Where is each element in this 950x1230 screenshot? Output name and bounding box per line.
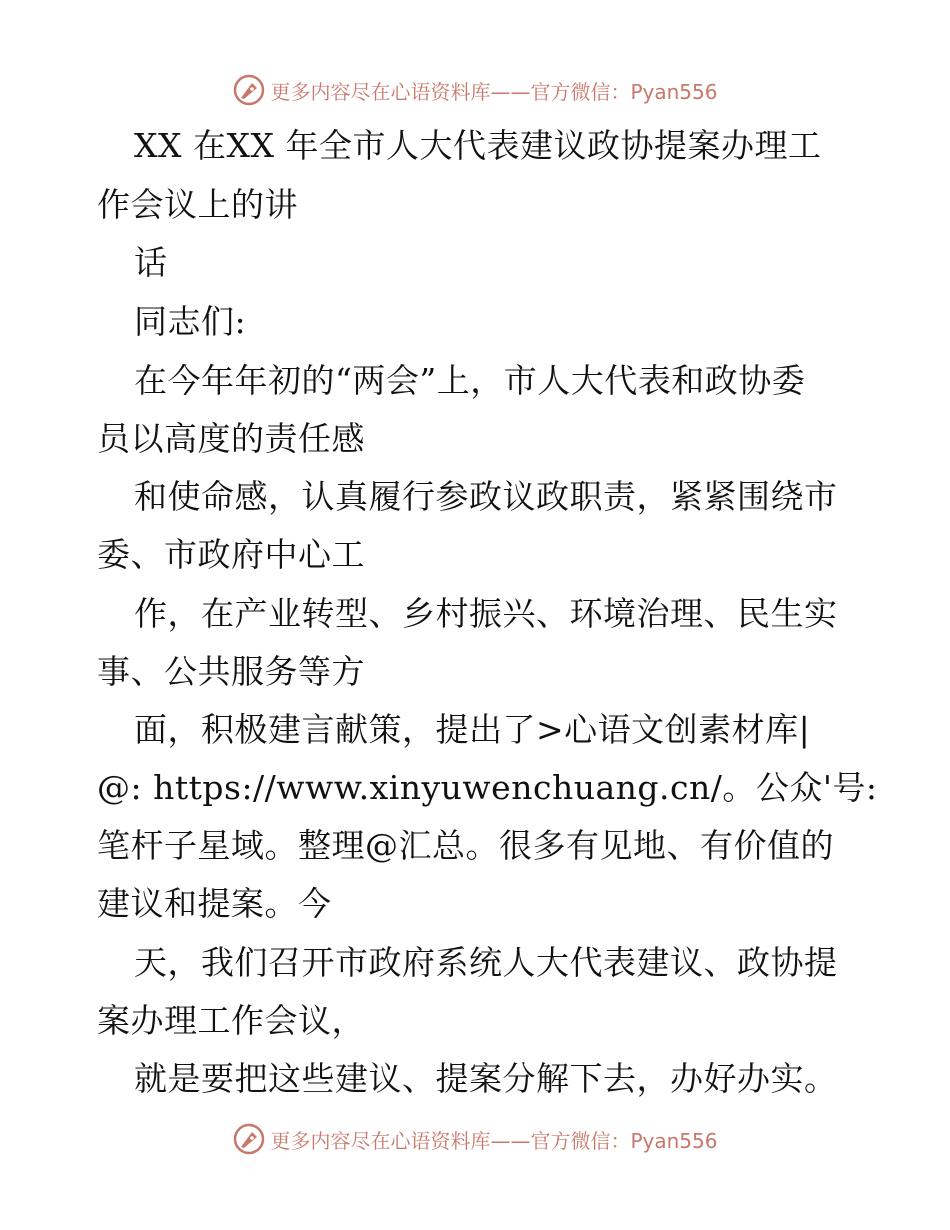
paragraph-line: 事、公共服务等方 xyxy=(97,652,365,691)
paragraph-line: 天，我们召开市政府系统人大代表建议、政协提 xyxy=(134,943,838,982)
paragraph-line: 案办理工作会议， xyxy=(97,1001,365,1040)
banner-text xyxy=(270,1125,717,1154)
footer-banner xyxy=(0,1119,950,1159)
paragraph-line: 笔杆子星域。整理@汇总。很多有见地、有价值的 xyxy=(97,826,834,865)
title-line-2: 作会议上的讲 xyxy=(97,185,298,224)
paragraph-line: 面，积极建言献策，提出了>心语文创素材库| xyxy=(134,710,811,749)
banner-title: 更多内容尽在心语资料库 xyxy=(270,1128,491,1153)
banner-separator: —— xyxy=(490,79,531,104)
title-line-3: 话 xyxy=(134,243,168,282)
banner-title: 更多内容尽在心语资料库 xyxy=(270,79,491,104)
paragraph-line: 员以高度的责任感 xyxy=(97,419,365,458)
paragraph-line: 就是要把这些建议、提案分解下去，办好办实。 xyxy=(134,1059,838,1098)
pen-nib-logo-icon xyxy=(232,1122,266,1156)
paragraph-line: 作，在产业转型、乡村振兴、环境治理、民生实 xyxy=(134,594,838,633)
paragraph-line: 委、市政府中心工 xyxy=(97,535,365,574)
paragraph-line: 和使命感，认真履行参政议政职责，紧紧围绕市 xyxy=(134,477,838,516)
banner-wechat: 官方微信：Pyan556 xyxy=(530,79,718,104)
title-line-1: XX 在XX 年全市人大代表建议政协提案办理工 xyxy=(134,126,822,165)
paragraph-line: 建议和提案。今 xyxy=(97,884,332,923)
paragraph-line: 在今年年初的“两会”上，市人大代表和政协委 xyxy=(134,361,806,400)
banner-separator: —— xyxy=(490,1128,531,1153)
salutation: 同志们: xyxy=(134,302,247,341)
paragraph-line-url: @: https://www.xinyuwenchuang.cn/。公众'号: xyxy=(97,768,878,807)
banner-wechat: 官方微信：Pyan556 xyxy=(530,1128,718,1153)
